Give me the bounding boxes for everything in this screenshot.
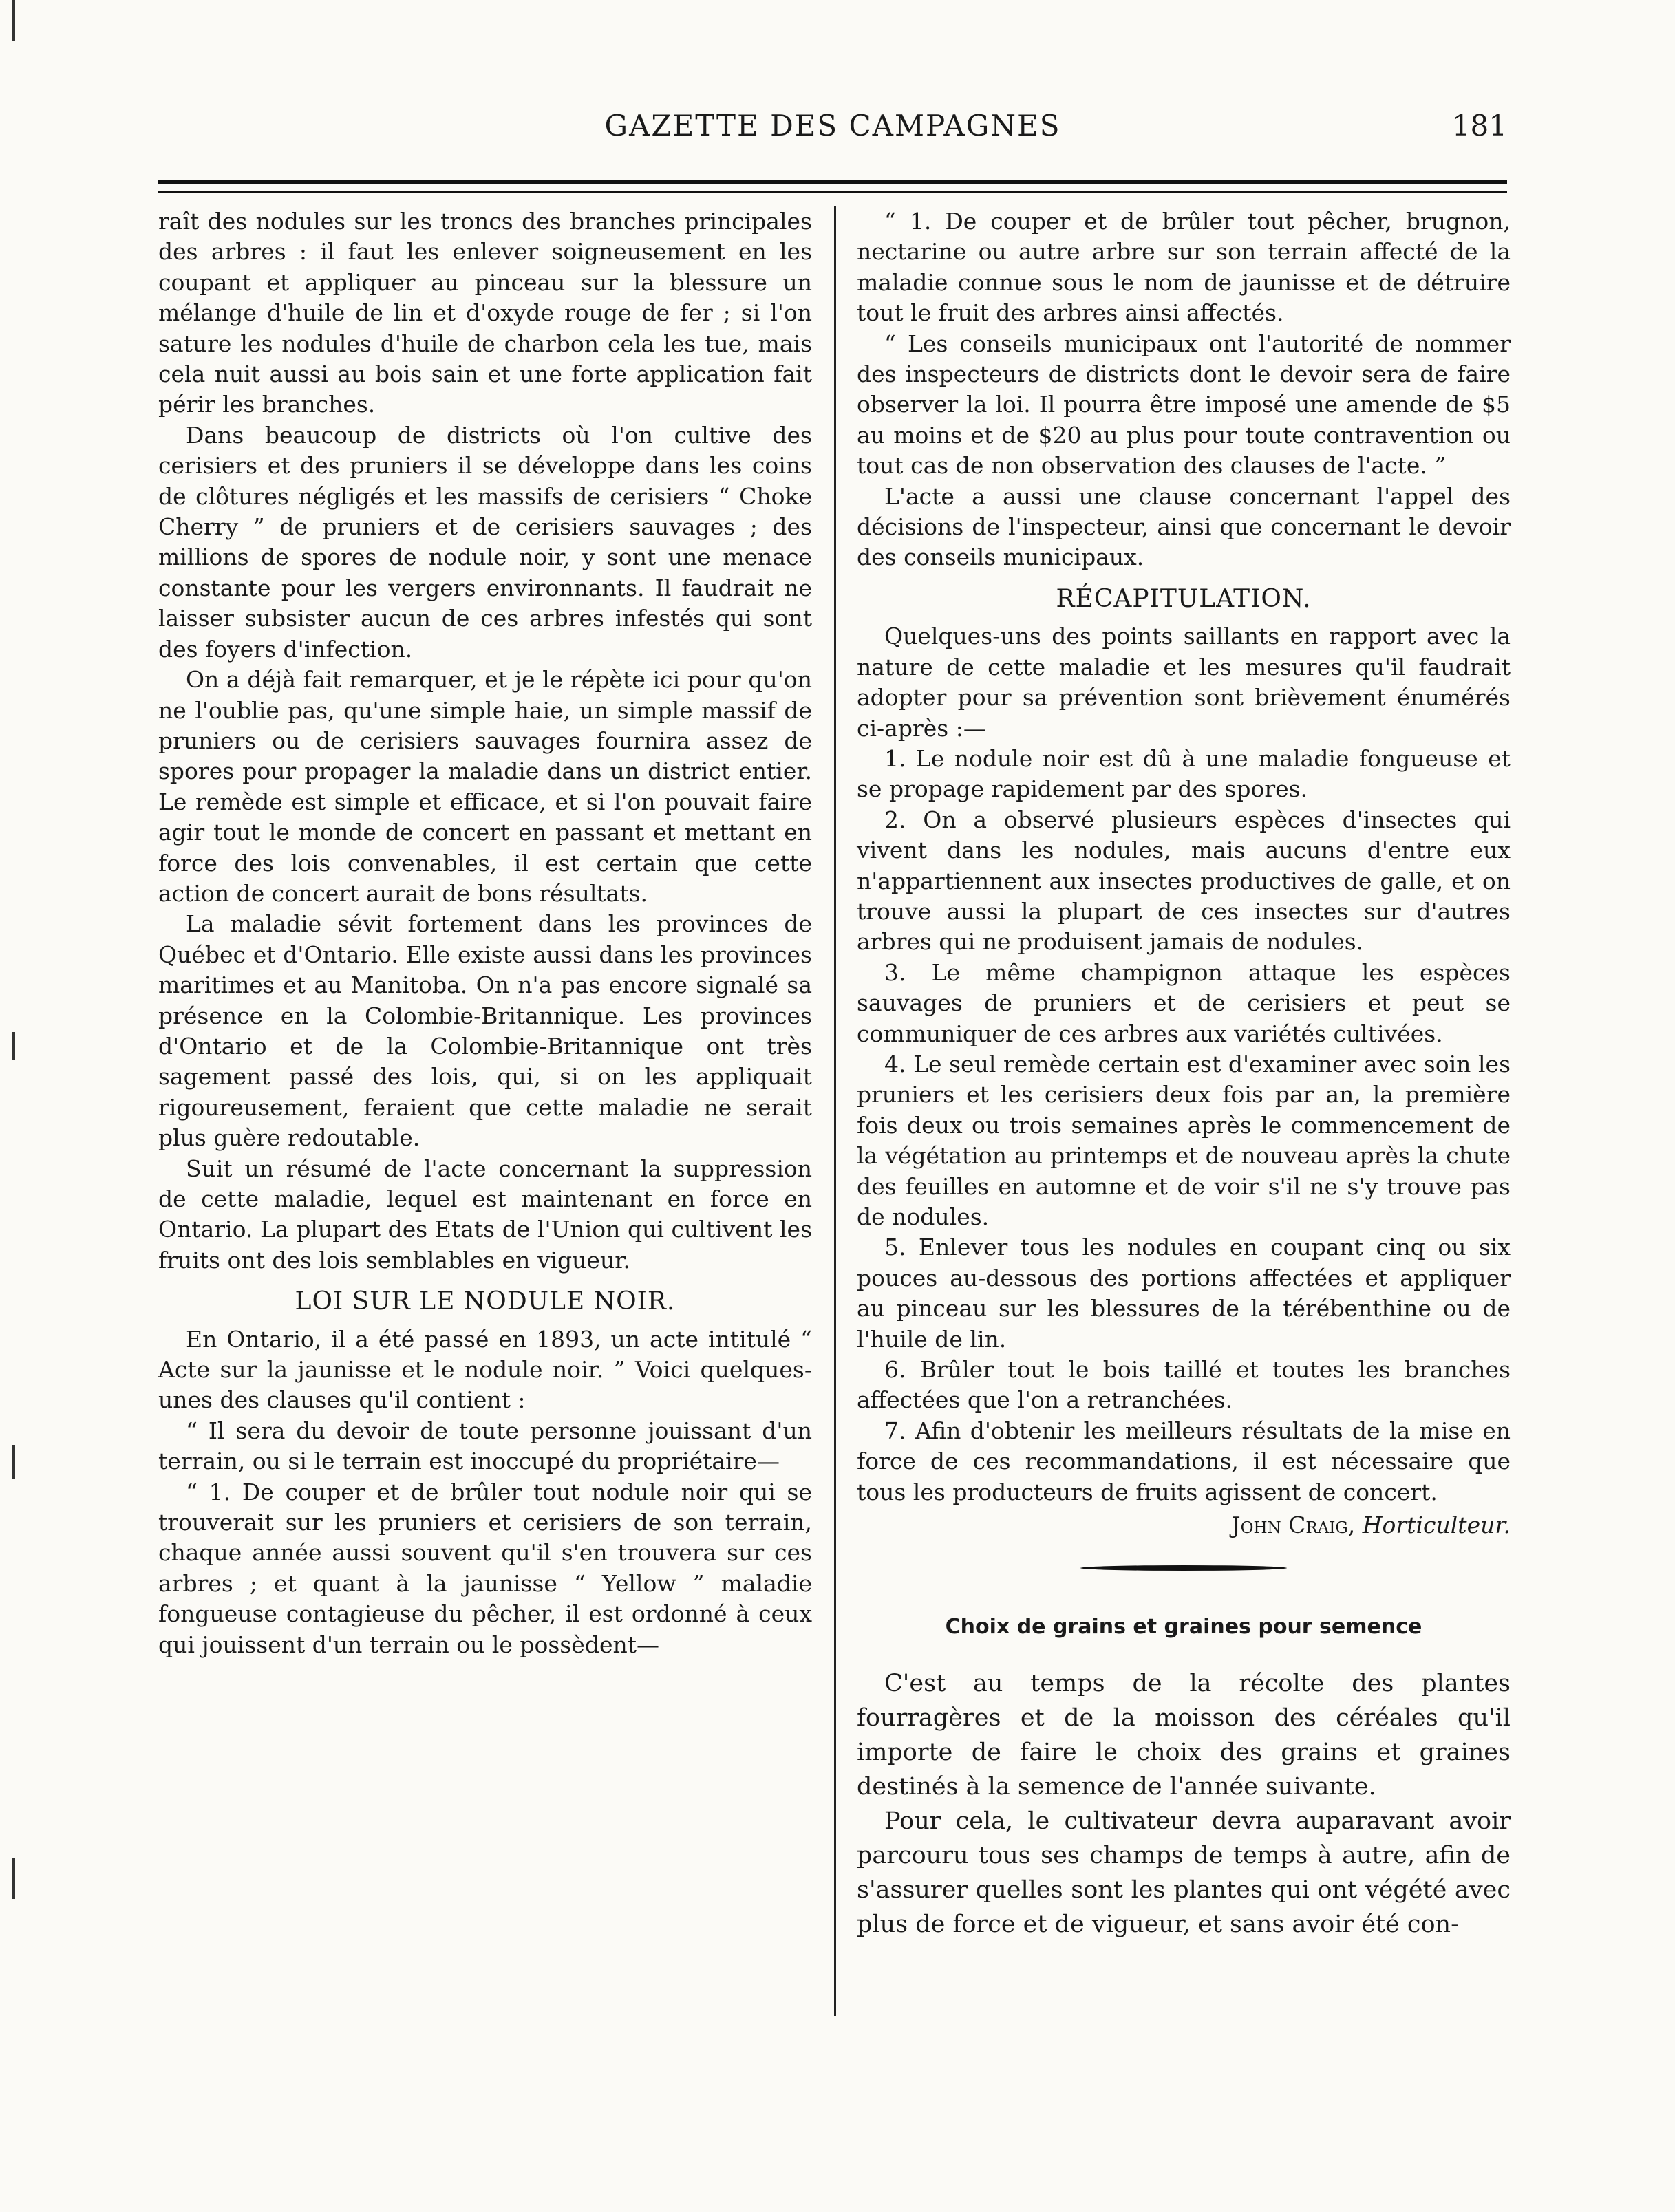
list-item: 4. Le seul remède certain est d'examiner avec soin les pruniers et les cerisiers deux fois par an, la première fois deux ou trois semaines après le commencement de la végétation au printemps et de nouveau après la chute des feuilles en automne et de voir s'il ne s'y trouve pas de nodules. (857, 1050, 1511, 1230)
list-item: 6. Brûler tout le bois taillé et toutes les branches affectées que l'on a retranchées. (857, 1356, 1511, 1414)
paragraph: “ 1. De couper et de brûler tout pêcher, brugnon, nectarine ou autre arbre sur son terrain affecté de la maladie connue sous le nom de jaunisse et de détruire tout le fruit des arbres ainsi affectés. (857, 208, 1511, 327)
list-item: 5. Enlever tous les nodules en coupant cinq ou six pouces au-dessous des portions affectées et appliquer au pinceau sur les blessures de la térébenthine ou de l'huile de lin. (857, 1234, 1511, 1353)
right-column (857, 206, 1511, 1942)
paragraph: L'acte a aussi une clause concernant l'appel des décisions de l'inspecteur, ainsi que concernant le devoir des conseils municipaux. (857, 482, 1511, 571)
paragraph: “ Il sera du devoir de toute personne jouissant d'un terrain, ou si le terrain est inoccupé du propriétaire— (158, 1417, 812, 1475)
list-item: 2. On a observé plusieurs espèces d'insectes qui vivent dans les nodules, mais aucuns d'entre eux n'appartiennent aux insectes productives de galle, et on trouve aussi la plupart de ces insectes sur d'autres arbres qui ne produisent jamais de nodules. (857, 806, 1511, 956)
list-item: 3. Le même champignon attaque les espèces sauvages de pruniers et de cerisiers et peut se communiquer de ces arbres aux variétés cultivées. (857, 958, 1511, 1047)
paragraph: Quelques-uns des points saillants en rapport avec la nature de cette maladie et les mesures qu'il faudrait adopter pour sa prévention sont brièvement énumérés ci-après :— (857, 623, 1511, 742)
list-item: 1. Le nodule noir est dû à une maladie fongueuse et se propage rapidement par des spores. (857, 744, 1511, 803)
paragraph: La maladie sévit fortement dans les provinces de Québec et d'Ontario. Elle existe aussi dans les provinces maritimes et au Manitoba. On n'a pas encore signalé sa présence en la Colombie-Britannique. Les provinces d'Ontario et de la Colombie-Britannique ont très sagement passé des lois, qui, si on les appliquait rigoureusement, feraient que cette maladie ne serait plus guère redoutable. (158, 910, 812, 1152)
header-rule-thin (158, 191, 1507, 193)
page-header (158, 109, 1507, 157)
paragraph: On a déjà fait remarquer, et je le répète ici pour qu'on ne l'oublie pas, qu'une simple haie, un simple massif de pruniers ou de cerisiers sauvages fournira assez de spores pour propager la maladie dans un district entier. Le remède est simple et efficace, et si l'on pouvait faire agir tout le monde de concert en passant et mettant en force des lois convenables, il est certain que cette action de concert aurait de bons résultats. (158, 666, 812, 907)
paragraph: “ Les conseils municipaux ont l'autorité de nommer des inspecteurs de districts dont le devoir sera de faire observer la loi. Il pourra être imposé une amende de $5 au moins et de $20 au plus pour toute contravention ou tout cas de non observation des clauses de l'acte. ” (857, 330, 1511, 480)
header-rule-thick (158, 180, 1507, 184)
scan-edge-mark (12, 1858, 15, 1899)
article-heading: Choix de grains et graines pour semence (945, 1615, 1422, 1640)
list-item: 7. Afin d'obtenir les meilleurs résultats de la mise en force de ces recommandations, il est nécessaire que tous les producteurs de fruits agissent de concert. (857, 1417, 1511, 1505)
section-heading: LOI SUR LE NODULE NOIR. (295, 1287, 676, 1316)
paragraph: “ 1. De couper et de brûler tout nodule noir qui se trouverait sur les pruniers et cerisiers de son terrain, chaque année aussi souvent qu'il s'en trouvera sur ces arbres ; et quant à la jaunisse “ Yellow ” maladie fongueuse contagieuse du pêcher, il est ordonné à ceux qui jouissent d'un terrain ou le possèdent— (158, 1478, 812, 1658)
scan-edge-mark (12, 0, 15, 41)
author-name: John Craig, (1231, 1512, 1356, 1539)
left-column (158, 206, 812, 1660)
section-ornament (1080, 1565, 1287, 1571)
author-title: Horticulteur. (1362, 1512, 1511, 1539)
paragraph: C'est au temps de la récolte des plantes fourragères et de la moisson des céréales qu'il importe de faire le choix des grains et graines destinés à la semence de l'année suivante. (857, 1669, 1511, 1801)
scan-edge-mark (12, 1445, 15, 1479)
scan-edge-mark (12, 1032, 15, 1060)
paragraph: Pour cela, le cultivateur devra auparavant avoir parcouru tous ses champs de temps à autre, afin de s'assurer quelles sont les plantes qui ont végété avec plus de force et de vigueur, et sans avoir été con- (857, 1807, 1511, 1938)
column-divider (834, 206, 836, 2016)
author-signature (857, 1510, 1511, 1540)
paragraph: Suit un résumé de l'acte concernant la suppression de cette maladie, lequel est maintenant en force en Ontario. La plupart des Etats de l'Union qui cultivent les fruits ont des lois semblables en vigueur. (158, 1155, 812, 1274)
section-heading: RÉCAPITULATION. (1056, 584, 1312, 613)
page-number: 181 (1451, 109, 1507, 142)
publication-title: GAZETTE DES CAMPAGNES (604, 109, 1061, 142)
paragraph: Dans beaucoup de districts où l'on cultive des cerisiers et des pruniers il se développe dans les coins de clôtures négligés et les massifs de cerisiers “ Choke Cherry ” de pruniers et de cerisiers sauvages ; des millions de spores de nodule noir, y sont une menace constante pour les vergers environnants. Il faudrait ne laisser subsister aucun de ces arbres infestés qui sont des foyers d'infection. (158, 421, 812, 663)
paragraph: En Ontario, il a été passé en 1893, un acte intitulé “ Acte sur la jaunisse et le nodule noir. ” Voici quelques-unes des clauses qu'il contient : (158, 1325, 812, 1414)
paragraph: raît des nodules sur les troncs des branches principales des arbres : il faut les enlever soigneusement en les coupant et appliquer au pinceau sur la blessure un mélange d'huile de lin et d'oxyde rouge de fer ; si l'on sature les nodules d'huile de charbon cela les tue, mais cela nuit aussi au bois sain et une forte application fait périr les branches. (158, 208, 812, 418)
